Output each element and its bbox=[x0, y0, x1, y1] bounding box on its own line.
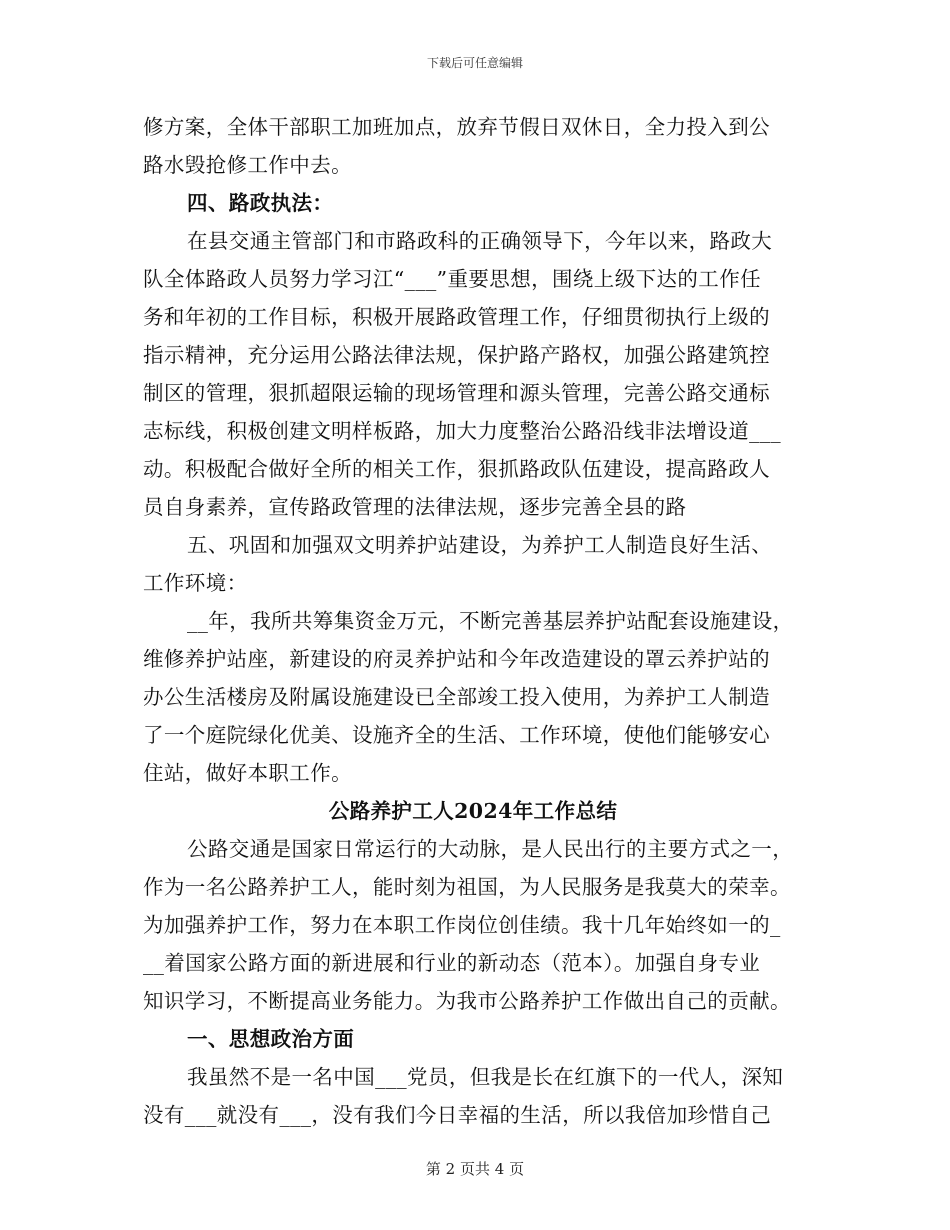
text-line: 我虽然不是一名中国___党员，但我是长在红旗下的一代人，深知 bbox=[187, 1065, 784, 1089]
document-body bbox=[143, 108, 803, 1134]
text-line: 没有___就没有___，没有我们今日幸福的生活，所以我倍加珍惜自己 bbox=[143, 1103, 772, 1127]
text-line: 五、巩固和加强双文明养护站建设，为养护工人制造良好生活、 bbox=[187, 533, 773, 557]
text-line: __着国家公路方面的新进展和行业的新动态（范本）。加强自身专业 bbox=[143, 951, 761, 975]
text-line: 队全体路政人员努力学习江“___”重要思想，围绕上级下达的工作任 bbox=[143, 267, 762, 291]
document-title: 公路养护工人2024年工作总结 bbox=[328, 799, 618, 823]
text-line: 维修养护站座，新建设的府灵养护站和今年改造建设的罩云养护站的 bbox=[143, 647, 770, 671]
text-line: 知识学习，不断提高业务能力。为我市公路养护工作做出自己的贡献。 bbox=[143, 989, 791, 1013]
text-line: 工作环境： bbox=[143, 571, 248, 595]
text-line: 路水毁抢修工作中去。 bbox=[143, 153, 352, 177]
page-number: 第 2 页共 4 页 bbox=[425, 1160, 525, 1178]
text-line: 务和年初的工作目标，积极开展路政管理工作，仔细贯彻执行上级的 bbox=[143, 305, 770, 329]
text-line: __年，我所共筹集资金万元，不断完善基层养护站配套设施建设， bbox=[187, 609, 794, 633]
text-line: 办公生活楼房及附属设施建设已全部竣工投入使用，为养护工人制造 bbox=[143, 685, 770, 709]
text-line: 为加强养护工作，努力在本职工作岗位创佳绩。我十几年始终如一的_ bbox=[143, 913, 781, 937]
text-line: 修方案，全体干部职工加班加点，放弃节假日双休日，全力投入到公 bbox=[143, 115, 770, 139]
text-line: 作为一名公路养护工人，能时刻为祖国，为人民服务是我莫大的荣幸。 bbox=[143, 875, 791, 899]
text-line: 指示精神，充分运用公路法律法规，保护路产路权，加强公路建筑控 bbox=[143, 343, 770, 367]
text-line: 在县交通主管部门和市路政科的正确领导下，今年以来，路政大 bbox=[187, 229, 773, 253]
text-line: 了一个庭院绿化优美、设施齐全的生活、工作环境，使他们能够安心 bbox=[143, 723, 770, 747]
text-line: 动。积极配合做好全所的相关工作，狠抓路政队伍建设，提高路政人 bbox=[143, 457, 770, 481]
section-heading: 四、路政执法： bbox=[187, 191, 334, 215]
text-line: 公路交通是国家日常运行的大动脉，是人民出行的主要方式之一， bbox=[187, 837, 794, 861]
text-line: 住站，做好本职工作。 bbox=[143, 761, 352, 785]
text-line: 制区的管理，狠抓超限运输的现场管理和源头管理，完善公路交通标 bbox=[143, 381, 770, 405]
text-line: 员自身素养，宣传路政管理的法律法规，逐步完善全县的路 bbox=[143, 495, 687, 519]
page-header: 下载后可任意编辑 bbox=[426, 56, 523, 70]
section-heading: 一、思想政治方面 bbox=[187, 1027, 355, 1051]
text-line: 志标线，积极创建文明样板路，加大力度整治公路沿线非法增设道___ bbox=[143, 419, 782, 443]
